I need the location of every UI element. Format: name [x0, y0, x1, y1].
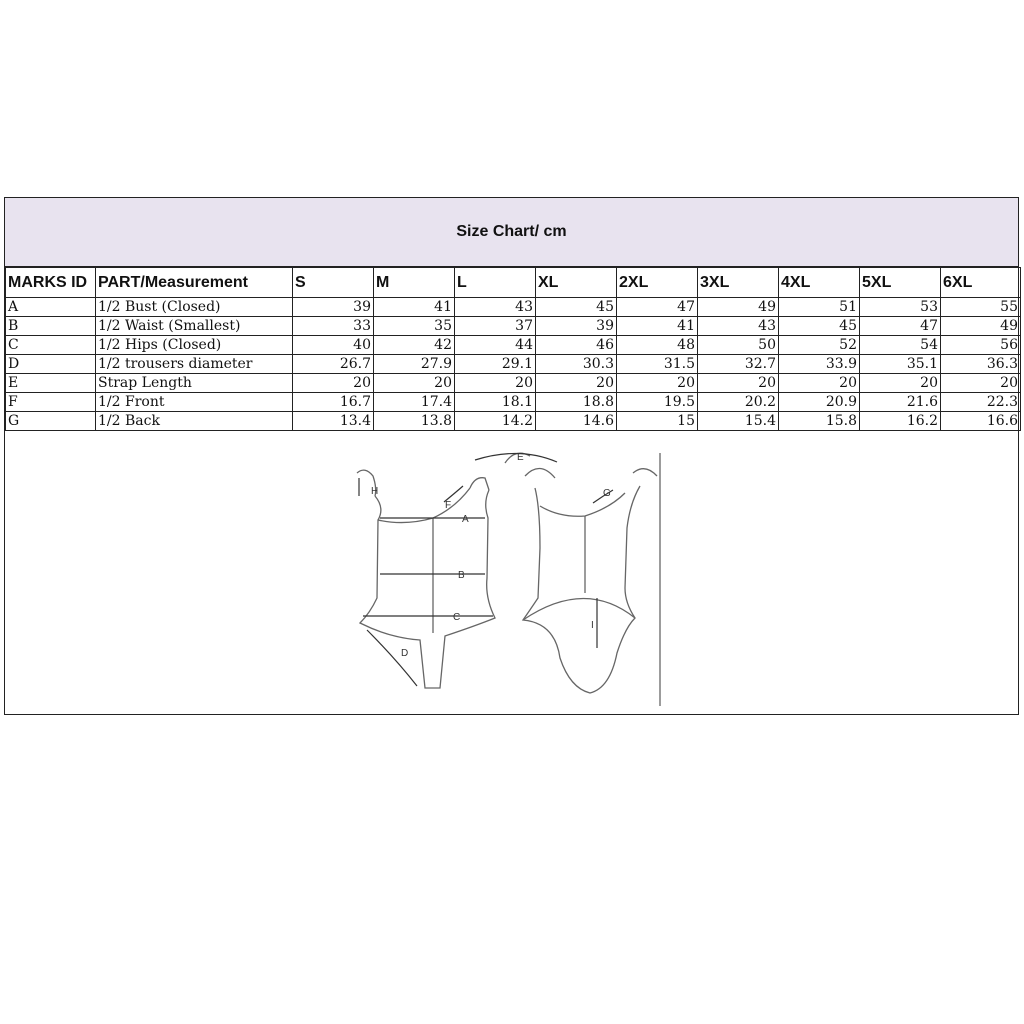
table-row: [6, 355, 1021, 374]
value-cell: 15.4: [698, 412, 779, 431]
part-cell: 1/2 Waist (Smallest): [96, 317, 293, 336]
mark-id-cell: E: [6, 374, 96, 393]
header-cell: 3XL: [698, 268, 779, 298]
value-cell: 22.3: [941, 393, 1021, 412]
diagram-label-c: C: [453, 612, 461, 623]
part-cell: 1/2 Hips (Closed): [96, 336, 293, 355]
header-cell: M: [374, 268, 455, 298]
value-cell: 39: [293, 298, 374, 317]
table-row: [6, 393, 1021, 412]
diagram-label-f: F: [445, 500, 452, 511]
value-cell: 31.5: [617, 355, 698, 374]
value-cell: 20.9: [779, 393, 860, 412]
value-cell: 20: [779, 374, 860, 393]
value-cell: 16.6: [941, 412, 1021, 431]
value-cell: 33: [293, 317, 374, 336]
value-cell: 45: [779, 317, 860, 336]
chart-title: Size Chart/ cm: [456, 223, 567, 240]
value-cell: 43: [455, 298, 536, 317]
value-cell: 33.9: [779, 355, 860, 374]
size-chart: [4, 197, 1019, 715]
value-cell: 20: [860, 374, 941, 393]
mark-id-cell: C: [6, 336, 96, 355]
value-cell: 20: [536, 374, 617, 393]
value-cell: 14.6: [536, 412, 617, 431]
value-cell: 39: [536, 317, 617, 336]
header-cell: PART/Measurement: [96, 268, 293, 298]
table-row: [6, 374, 1021, 393]
value-cell: 20.2: [698, 393, 779, 412]
value-cell: 43: [698, 317, 779, 336]
value-cell: 35: [374, 317, 455, 336]
value-cell: 51: [779, 298, 860, 317]
table-row: [6, 412, 1021, 431]
value-cell: 19.5: [617, 393, 698, 412]
part-cell: 1/2 Back: [96, 412, 293, 431]
mark-id-cell: B: [6, 317, 96, 336]
mark-id-cell: D: [6, 355, 96, 374]
value-cell: 41: [374, 298, 455, 317]
value-cell: 16.7: [293, 393, 374, 412]
value-cell: 26.7: [293, 355, 374, 374]
diagram-label-b: B: [458, 570, 465, 581]
value-cell: 36.3: [941, 355, 1021, 374]
part-cell: Strap Length: [96, 374, 293, 393]
header-cell: S: [293, 268, 374, 298]
value-cell: 46: [536, 336, 617, 355]
value-cell: 30.3: [536, 355, 617, 374]
diagram-label-g: G: [603, 488, 611, 499]
header-cell: 5XL: [860, 268, 941, 298]
value-cell: 49: [698, 298, 779, 317]
value-cell: 37: [455, 317, 536, 336]
value-cell: 55: [941, 298, 1021, 317]
part-cell: 1/2 Bust (Closed): [96, 298, 293, 317]
value-cell: 21.6: [860, 393, 941, 412]
value-cell: 15.8: [779, 412, 860, 431]
value-cell: 18.8: [536, 393, 617, 412]
header-cell: 2XL: [617, 268, 698, 298]
value-cell: 47: [617, 298, 698, 317]
header-cell: L: [455, 268, 536, 298]
value-cell: 20: [617, 374, 698, 393]
value-cell: 20: [455, 374, 536, 393]
mark-id-cell: F: [6, 393, 96, 412]
value-cell: 47: [860, 317, 941, 336]
value-cell: 49: [941, 317, 1021, 336]
value-cell: 17.4: [374, 393, 455, 412]
table-row: [6, 336, 1021, 355]
table-row: [6, 298, 1021, 317]
value-cell: 15: [617, 412, 698, 431]
size-table: [5, 267, 1021, 431]
value-cell: 48: [617, 336, 698, 355]
mark-id-cell: G: [6, 412, 96, 431]
value-cell: 29.1: [455, 355, 536, 374]
value-cell: 13.4: [293, 412, 374, 431]
part-cell: 1/2 Front: [96, 393, 293, 412]
title-band: [5, 198, 1018, 267]
value-cell: 16.2: [860, 412, 941, 431]
diagram-label-a: A: [462, 514, 469, 525]
value-cell: 14.2: [455, 412, 536, 431]
value-cell: 18.1: [455, 393, 536, 412]
value-cell: 53: [860, 298, 941, 317]
value-cell: 42: [374, 336, 455, 355]
header-cell: MARKS ID: [6, 268, 96, 298]
value-cell: 20: [941, 374, 1021, 393]
value-cell: 41: [617, 317, 698, 336]
value-cell: 45: [536, 298, 617, 317]
header-cell: XL: [536, 268, 617, 298]
value-cell: 44: [455, 336, 536, 355]
value-cell: 20: [698, 374, 779, 393]
diagram-label-d: D: [401, 648, 409, 659]
value-cell: 27.9: [374, 355, 455, 374]
value-cell: 56: [941, 336, 1021, 355]
diagram-label-h: H: [371, 486, 379, 497]
value-cell: 20: [293, 374, 374, 393]
value-cell: 20: [374, 374, 455, 393]
value-cell: 54: [860, 336, 941, 355]
header-cell: 4XL: [779, 268, 860, 298]
table-row: [6, 317, 1021, 336]
value-cell: 52: [779, 336, 860, 355]
value-cell: 32.7: [698, 355, 779, 374]
value-cell: 35.1: [860, 355, 941, 374]
header-cell: 6XL: [941, 268, 1021, 298]
diagram-label-i: I: [591, 620, 594, 631]
header-row: [6, 268, 1021, 298]
mark-id-cell: A: [6, 298, 96, 317]
value-cell: 13.8: [374, 412, 455, 431]
part-cell: 1/2 trousers diameter: [96, 355, 293, 374]
value-cell: 40: [293, 336, 374, 355]
diagram-label-e: E: [517, 452, 524, 463]
value-cell: 50: [698, 336, 779, 355]
swimsuit-diagram: [345, 448, 675, 708]
